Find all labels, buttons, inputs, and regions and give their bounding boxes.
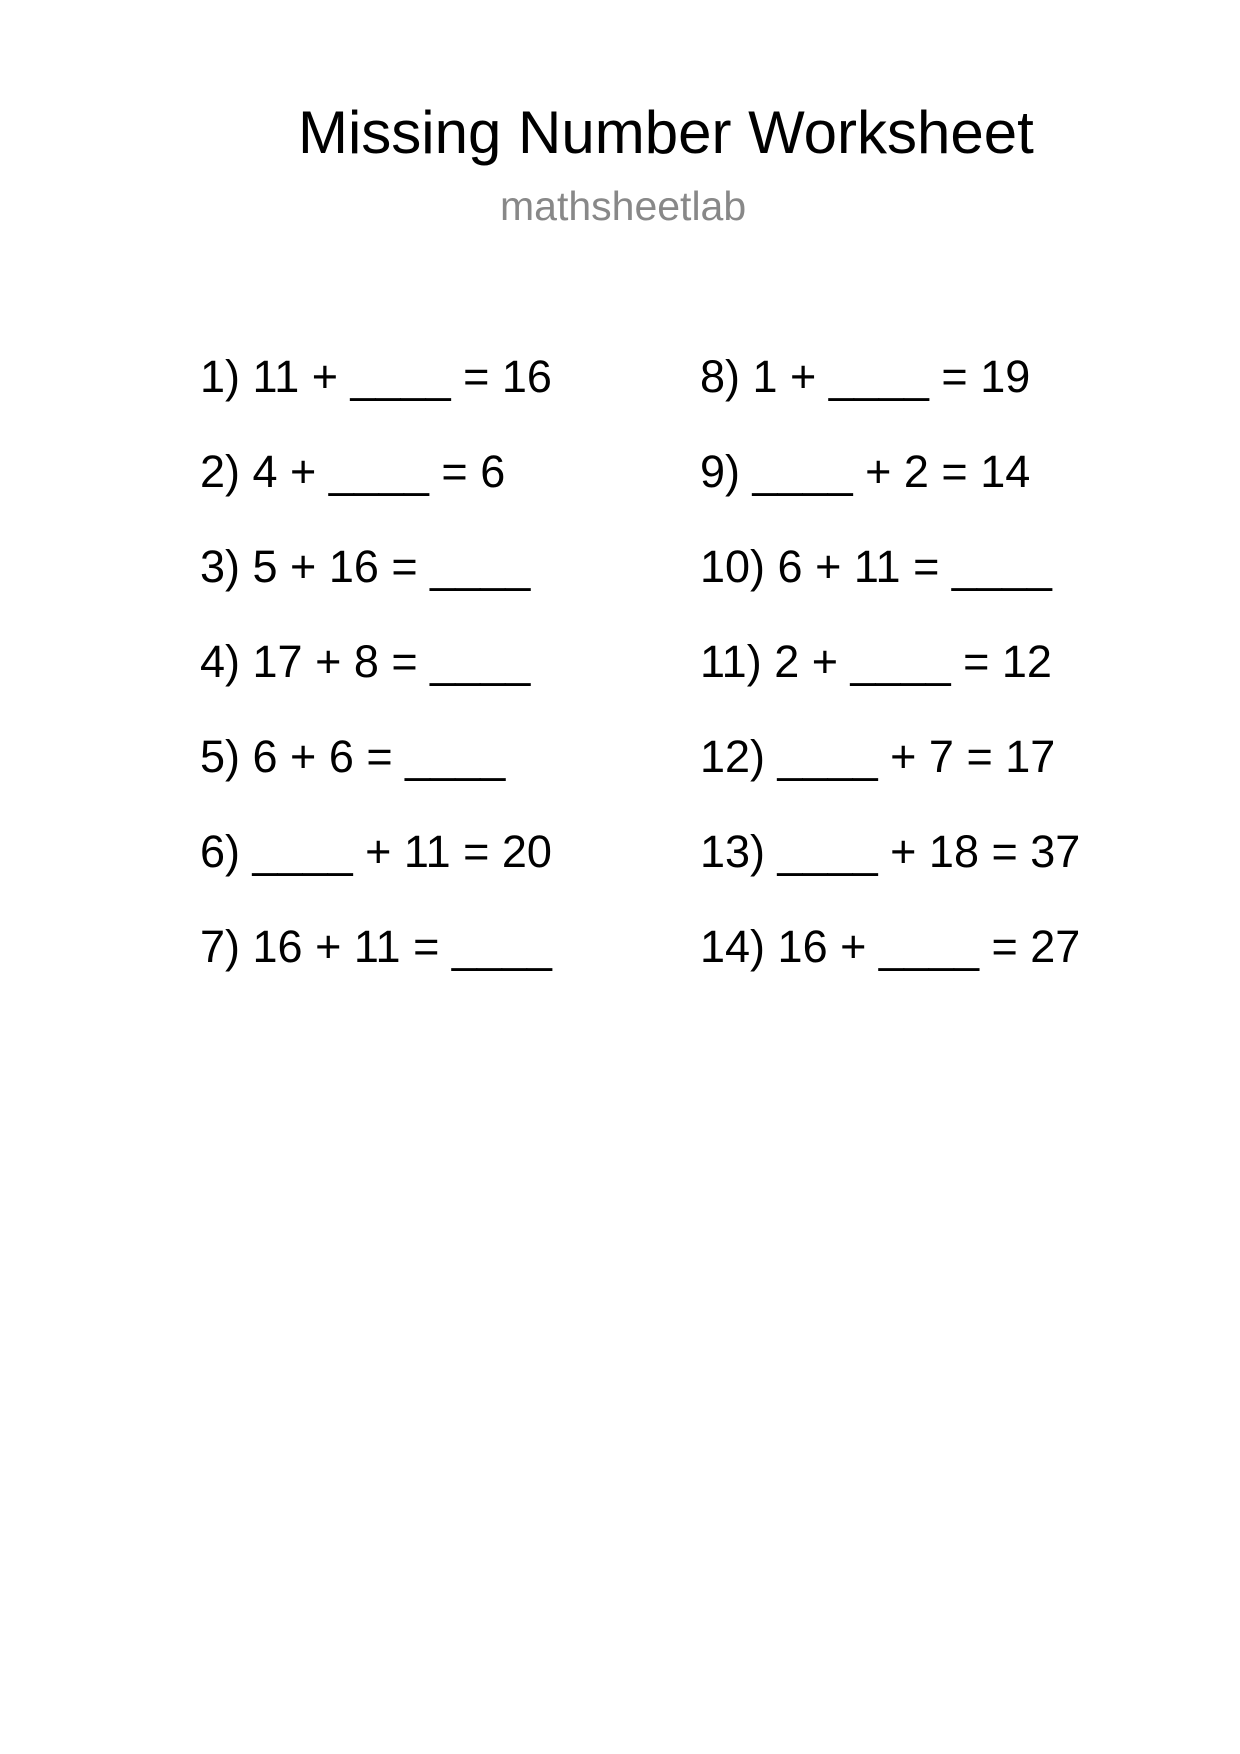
- problem: 5) 6 + 6 = ____: [200, 731, 506, 782]
- problem: 7) 16 + 11 = ____: [200, 921, 552, 972]
- worksheet-subtitle: mathsheetlab: [500, 183, 747, 229]
- problem: 2) 4 + ____ = 6: [200, 446, 506, 497]
- problem: 10) 6 + 11 = ____: [700, 541, 1052, 592]
- problem: 4) 17 + 8 = ____: [200, 636, 531, 687]
- problems-right-column: [700, 347, 1080, 1012]
- problem: 12) ____ + 7 = 17: [700, 731, 1056, 782]
- problem: 11) 2 + ____ = 12: [700, 636, 1052, 687]
- problem: 9) ____ + 2 = 14: [700, 446, 1031, 497]
- problem: 6) ____ + 11 = 20: [200, 826, 552, 877]
- problem: 14) 16 + ____ = 27: [700, 921, 1081, 972]
- worksheet-title: Missing Number Worksheet: [298, 99, 1034, 166]
- problem: 13) ____ + 18 = 37: [700, 826, 1081, 877]
- problem: 1) 11 + ____ = 16: [200, 351, 552, 402]
- problem: 8) 1 + ____ = 19: [700, 351, 1031, 402]
- problem: 3) 5 + 16 = ____: [200, 541, 531, 592]
- problems-left-column: [200, 347, 552, 1012]
